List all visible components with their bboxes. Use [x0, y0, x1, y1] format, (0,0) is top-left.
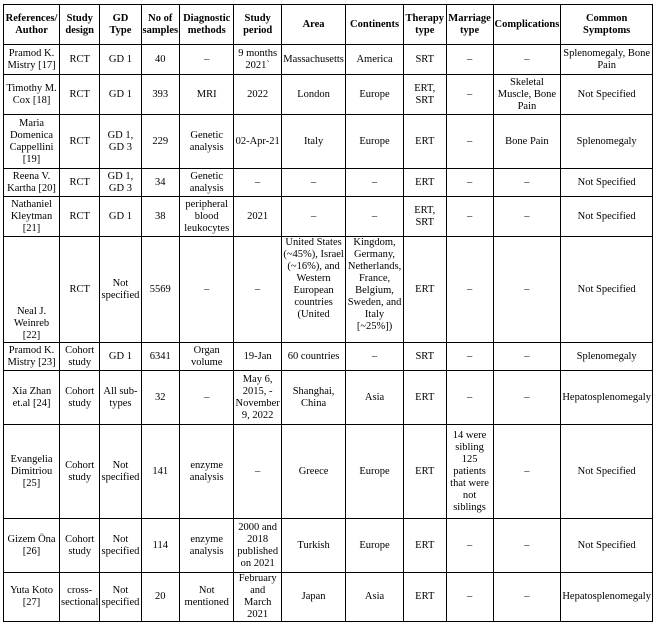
period-cell: –: [234, 425, 282, 519]
diagnostic-cell: –: [180, 237, 234, 343]
gd-type-cell: Not specified: [100, 573, 141, 622]
continent-cell: Europe: [346, 115, 404, 169]
gd-type-cell: Not specified: [100, 237, 141, 343]
therapy-cell: ERT: [403, 169, 446, 197]
gd-type-cell: GD 1, GD 3: [100, 169, 141, 197]
header-cell: Diagnostic methods: [180, 5, 234, 45]
area-cell: Italy: [282, 115, 346, 169]
samples-cell: 5569: [141, 237, 180, 343]
header-cell: References/ Author: [4, 5, 60, 45]
author-cell: Pramod K. Mistry [17]: [4, 45, 60, 75]
therapy-cell: ERT: [403, 425, 446, 519]
area-cell: 60 countries: [282, 343, 346, 371]
marriage-cell: –: [446, 169, 493, 197]
period-cell: 2022: [234, 75, 282, 115]
samples-cell: 393: [141, 75, 180, 115]
diagnostic-cell: Not mentioned: [180, 573, 234, 622]
samples-cell: 229: [141, 115, 180, 169]
period-cell: –: [234, 237, 282, 343]
period-cell: 19-Jan: [234, 343, 282, 371]
area-cell: –: [282, 197, 346, 237]
design-cell: cross-sectional: [60, 573, 100, 622]
table-row: [4, 237, 653, 343]
diagnostic-cell: enzyme analysis: [180, 519, 234, 573]
samples-cell: 40: [141, 45, 180, 75]
continent-cell: Asia: [346, 371, 404, 425]
header-row: [4, 5, 653, 45]
area-cell: United States (~45%), Israel (~16%), and Western European countries (United: [282, 237, 346, 343]
therapy-cell: ERT, SRT: [403, 197, 446, 237]
symptoms-cell: Splenomegaly, Bone Pain: [561, 45, 653, 75]
marriage-cell: –: [446, 197, 493, 237]
header-cell: Complications: [493, 5, 561, 45]
period-cell: February and March 2021: [234, 573, 282, 622]
symptoms-cell: Not Specified: [561, 169, 653, 197]
complications-cell: Bone Pain: [493, 115, 561, 169]
gd-type-cell: GD 1: [100, 75, 141, 115]
gd-type-cell: Not specified: [100, 425, 141, 519]
symptoms-cell: Not Specified: [561, 425, 653, 519]
period-cell: 2021: [234, 197, 282, 237]
header-cell: GD Type: [100, 5, 141, 45]
table-row: [4, 197, 653, 237]
gd-type-cell: GD 1, GD 3: [100, 115, 141, 169]
samples-cell: 114: [141, 519, 180, 573]
area-cell: Massachusetts: [282, 45, 346, 75]
therapy-cell: ERT: [403, 519, 446, 573]
area-cell: –: [282, 169, 346, 197]
samples-cell: 34: [141, 169, 180, 197]
design-cell: RCT: [60, 237, 100, 343]
design-cell: Cohort study: [60, 519, 100, 573]
symptoms-cell: Splenomegaly: [561, 343, 653, 371]
area-cell: Greece: [282, 425, 346, 519]
symptoms-cell: Not Specified: [561, 197, 653, 237]
table-row: [4, 45, 653, 75]
diagnostic-cell: –: [180, 45, 234, 75]
samples-cell: 32: [141, 371, 180, 425]
header-cell: Area: [282, 5, 346, 45]
area-cell: London: [282, 75, 346, 115]
diagnostic-cell: MRI: [180, 75, 234, 115]
table-row: [4, 169, 653, 197]
author-cell: Reena V. Kartha [20]: [4, 169, 60, 197]
period-cell: 02-Apr-21: [234, 115, 282, 169]
table-row: [4, 343, 653, 371]
area-cell: Shanghai, China: [282, 371, 346, 425]
diagnostic-cell: Genetic analysis: [180, 169, 234, 197]
samples-cell: 38: [141, 197, 180, 237]
samples-cell: 6341: [141, 343, 180, 371]
design-cell: RCT: [60, 197, 100, 237]
header-cell: Marriage type: [446, 5, 493, 45]
design-cell: RCT: [60, 45, 100, 75]
complications-cell: –: [493, 371, 561, 425]
header-cell: Continents: [346, 5, 404, 45]
complications-cell: –: [493, 45, 561, 75]
studies-table: [3, 4, 653, 622]
design-cell: RCT: [60, 169, 100, 197]
gd-type-cell: Not specified: [100, 519, 141, 573]
marriage-cell: –: [446, 343, 493, 371]
header-cell: Therapy type: [403, 5, 446, 45]
symptoms-cell: Not Specified: [561, 75, 653, 115]
continent-cell: Europe: [346, 425, 404, 519]
period-cell: 9 months 2021`: [234, 45, 282, 75]
period-cell: May 6, 2015, - November 9, 2022: [234, 371, 282, 425]
header-cell: Common Symptoms: [561, 5, 653, 45]
continent-cell: Europe: [346, 519, 404, 573]
header-cell: Study period: [234, 5, 282, 45]
complications-cell: –: [493, 169, 561, 197]
marriage-cell: –: [446, 115, 493, 169]
author-cell: Timothy M. Cox [18]: [4, 75, 60, 115]
author-cell: Neal J. Weinreb [22]: [4, 237, 60, 343]
diagnostic-cell: peripheral blood leukocytes: [180, 197, 234, 237]
area-cell: Japan: [282, 573, 346, 622]
therapy-cell: ERT: [403, 237, 446, 343]
therapy-cell: ERT: [403, 371, 446, 425]
design-cell: Cohort study: [60, 343, 100, 371]
table-row: [4, 425, 653, 519]
symptoms-cell: Not Specified: [561, 237, 653, 343]
author-cell: Maria Domenica Cappellini [19]: [4, 115, 60, 169]
author-cell: Evangelia Dimitriou [25]: [4, 425, 60, 519]
continent-cell: –: [346, 169, 404, 197]
samples-cell: 141: [141, 425, 180, 519]
table-row: [4, 573, 653, 622]
gd-type-cell: GD 1: [100, 343, 141, 371]
table-row: [4, 75, 653, 115]
period-cell: 2000 and 2018 published on 2021: [234, 519, 282, 573]
continent-cell: America: [346, 45, 404, 75]
period-cell: –: [234, 169, 282, 197]
marriage-cell: –: [446, 371, 493, 425]
continent-cell: Asia: [346, 573, 404, 622]
therapy-cell: SRT: [403, 343, 446, 371]
complications-cell: –: [493, 425, 561, 519]
samples-cell: 20: [141, 573, 180, 622]
continent-cell: Kingdom, Germany, Netherlands, France, Belgium, Sweden, and Italy [~25%]): [346, 237, 404, 343]
design-cell: Cohort study: [60, 371, 100, 425]
complications-cell: –: [493, 197, 561, 237]
complications-cell: –: [493, 573, 561, 622]
symptoms-cell: Hepatosplenomegaly: [561, 371, 653, 425]
symptoms-cell: Hepatosplenomegaly: [561, 573, 653, 622]
design-cell: RCT: [60, 75, 100, 115]
marriage-cell: –: [446, 237, 493, 343]
author-cell: Pramod K. Mistry [23]: [4, 343, 60, 371]
header-cell: No of samples: [141, 5, 180, 45]
diagnostic-cell: –: [180, 371, 234, 425]
area-cell: Turkish: [282, 519, 346, 573]
marriage-cell: –: [446, 519, 493, 573]
continent-cell: Europe: [346, 75, 404, 115]
gd-type-cell: GD 1: [100, 197, 141, 237]
author-cell: Xia Zhan et.al [24]: [4, 371, 60, 425]
complications-cell: –: [493, 519, 561, 573]
diagnostic-cell: Organ volume: [180, 343, 234, 371]
author-cell: Yuta Koto [27]: [4, 573, 60, 622]
marriage-cell: –: [446, 45, 493, 75]
continent-cell: –: [346, 197, 404, 237]
gd-type-cell: All sub-types: [100, 371, 141, 425]
header-cell: Study design: [60, 5, 100, 45]
therapy-cell: ERT, SRT: [403, 75, 446, 115]
symptoms-cell: Splenomegaly: [561, 115, 653, 169]
therapy-cell: SRT: [403, 45, 446, 75]
therapy-cell: ERT: [403, 115, 446, 169]
complications-cell: –: [493, 237, 561, 343]
diagnostic-cell: Genetic analysis: [180, 115, 234, 169]
therapy-cell: ERT: [403, 573, 446, 622]
marriage-cell: 14 were sibling 125 patients that were not siblings: [446, 425, 493, 519]
design-cell: Cohort study: [60, 425, 100, 519]
design-cell: RCT: [60, 115, 100, 169]
symptoms-cell: Not Specified: [561, 519, 653, 573]
gd-type-cell: GD 1: [100, 45, 141, 75]
author-cell: Gizem Öna [26]: [4, 519, 60, 573]
complications-cell: –: [493, 343, 561, 371]
diagnostic-cell: enzyme analysis: [180, 425, 234, 519]
continent-cell: –: [346, 343, 404, 371]
table-row: [4, 371, 653, 425]
table-row: [4, 519, 653, 573]
author-cell: Nathaniel Kleytman [21]: [4, 197, 60, 237]
marriage-cell: –: [446, 75, 493, 115]
table-row: [4, 115, 653, 169]
marriage-cell: –: [446, 573, 493, 622]
complications-cell: Skeletal Muscle, Bone Pain: [493, 75, 561, 115]
